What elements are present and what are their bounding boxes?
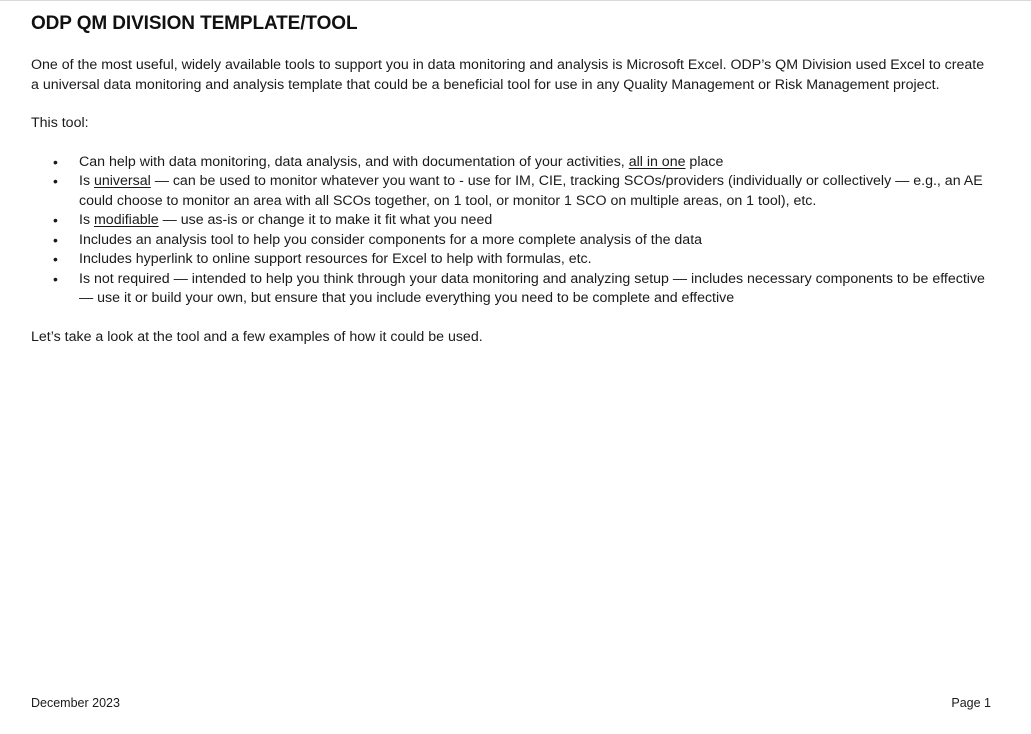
this-tool-label: This tool: bbox=[31, 115, 89, 131]
list-item-text: place bbox=[685, 153, 724, 170]
bullet-icon: • bbox=[53, 212, 58, 228]
page-top-border bbox=[0, 0, 1031, 1]
list-item bbox=[31, 250, 991, 270]
document-title: ODP QM DIVISION TEMPLATE/TOOL bbox=[31, 13, 358, 34]
intro-paragraph: One of the most useful, widely available tools to support you in data monitoring and analysis is Microsoft Excel. ODP’s QM Division used Excel to create a universal data monitoring and analysis template that could be a beneficial tool for use in any Quality Management or Risk Management project. bbox=[31, 57, 985, 93]
underlined-phrase: universal bbox=[93, 173, 151, 189]
list-item-text: Is not required — intended to help you think through your data monitoring and analyzing setup — includes necessary components to be effective — use it or build your own, but ensure that you include everything you need to be complete and effective bbox=[79, 270, 985, 306]
list-item bbox=[31, 153, 991, 173]
list-item-text: Is bbox=[79, 173, 94, 189]
list-item-text: — can be used to monitor whatever you want to - use for IM, CIE, tracking SCOs/providers (individually or collectively — e.g., an AE could choose to monitor an area with all SCOs together, on 1 tool, or monitor 1 SCO on multiple areas, on 1 tool), etc. bbox=[79, 173, 983, 209]
underlined-phrase: all in one bbox=[628, 153, 686, 170]
bullet-icon: • bbox=[53, 231, 58, 248]
bullet-icon: • bbox=[53, 153, 58, 170]
closing-paragraph: Let’s take a look at the tool and a few examples of how it could be used. bbox=[31, 328, 483, 345]
list-item-text: Is bbox=[79, 212, 94, 228]
footer-page-number: Page 1 bbox=[951, 696, 991, 710]
bullet-icon: • bbox=[53, 173, 58, 189]
list-item-text: Includes an analysis tool to help you consider components for a more complete analysis of the data bbox=[79, 231, 703, 248]
list-item-text: — use as-is or change it to make it fit what you need bbox=[158, 212, 493, 228]
document-page bbox=[31, 12, 991, 347]
feature-list bbox=[31, 153, 991, 309]
list-item bbox=[31, 211, 991, 231]
list-item bbox=[31, 231, 991, 251]
list-item bbox=[31, 172, 991, 211]
underlined-phrase: modifiable bbox=[93, 212, 159, 228]
bullet-icon: • bbox=[53, 251, 58, 267]
list-item bbox=[31, 270, 991, 309]
list-item-text: Includes hyperlink to online support resources for Excel to help with formulas, etc. bbox=[79, 251, 592, 267]
bullet-icon: • bbox=[53, 270, 58, 287]
footer-date: December 2023 bbox=[31, 696, 120, 710]
list-item-text: Can help with data monitoring, data analysis, and with documentation of your activities, bbox=[79, 153, 629, 170]
